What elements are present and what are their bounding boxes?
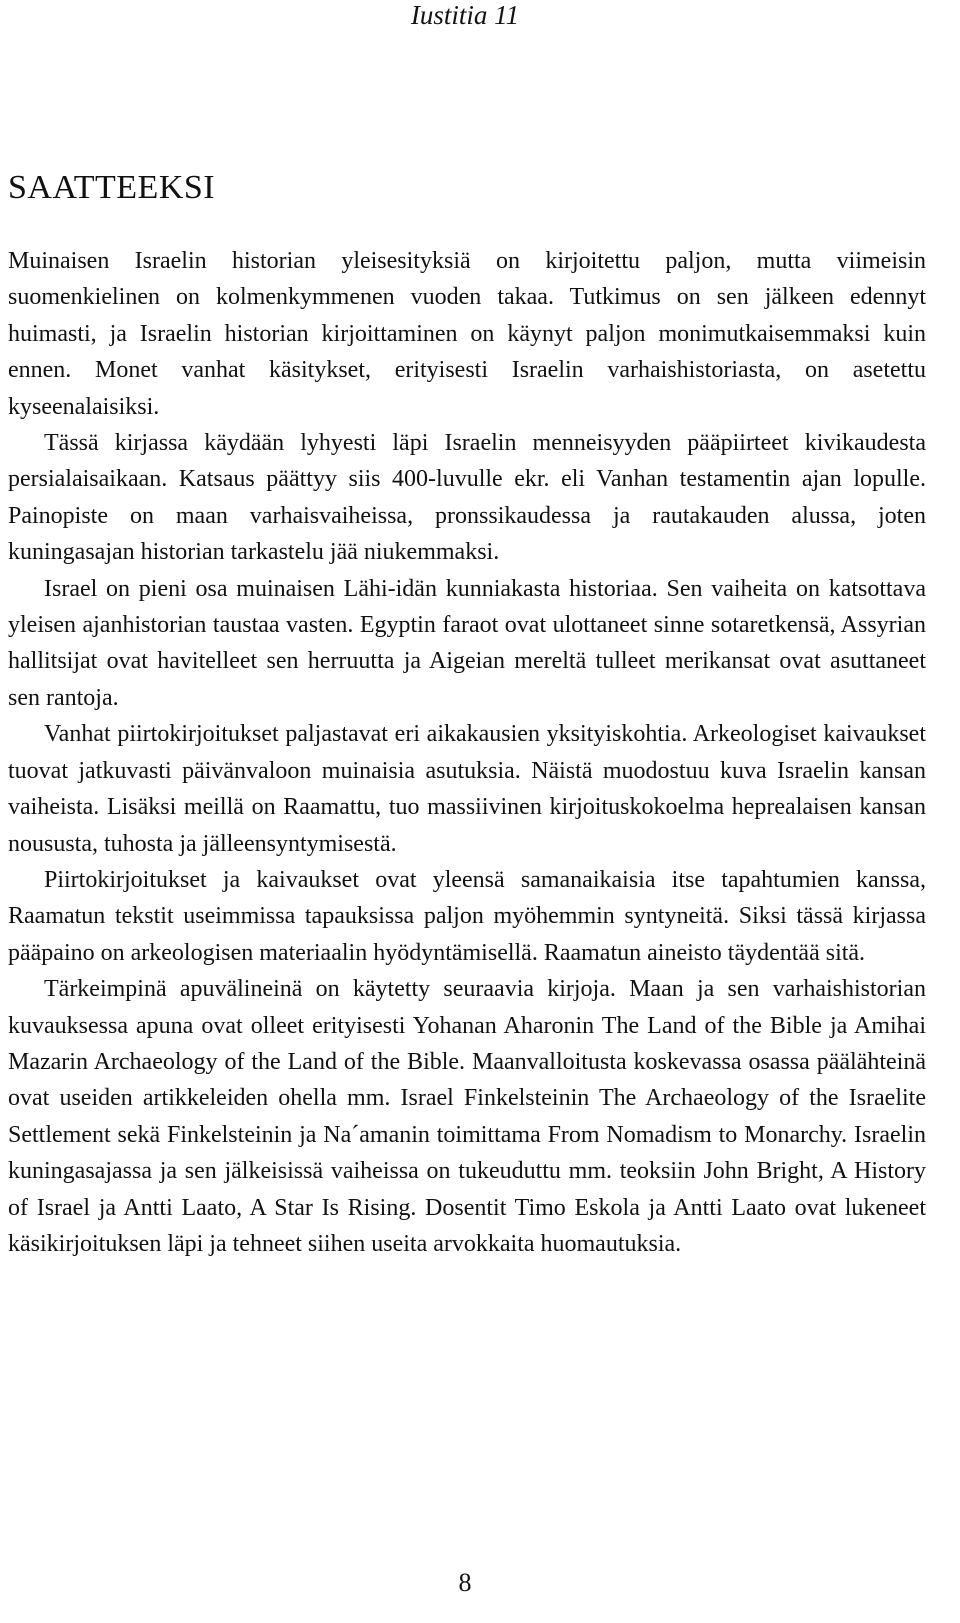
section-title: SAATTEEKSI	[8, 169, 216, 206]
running-header: Iustitia 11	[410, 0, 520, 30]
paragraph-4: Vanhat piirtokirjoitukset paljastavat eri aikakausien yksityiskohtia. Arkeologiset kaivaukset tuovat jatkuvasti päivänvaloon muinaisia asutuksia. Näistä muodostuu kuva Israelin kansan vaiheista. Lisäksi meillä on Raamattu, tuo massiivinen kirjoituskokoelma heprealaisen kansan noususta, tuhosta ja jälleensyntymisestä.	[8, 721, 926, 857]
paragraph-1: Muinaisen Israelin historian yleisesityksiä on kirjoitettu paljon, mutta viimeisin suomenkielinen on kolmenkymmenen vuoden takaa. Tutkimus on sen jälkeen edennyt huimasti, ja Israelin historian kirjoittaminen on käynyt paljon monimutkaisemmaksi kuin ennen. Monet vanhat käsitykset, erityisesti Israelin varhaishistoriasta, on asetettu kyseenalaisiksi.	[8, 248, 926, 420]
paragraph-2: Tässä kirjassa käydään lyhyesti läpi Israelin menneisyyden pääpiirteet kivikaudesta persialaisaikaan. Katsaus päättyy siis 400-luvulle ekr. eli Vanhan testamentin ajan lopulle. Painopiste on maan varhaisvaiheissa, pronssikaudessa ja rautakauden alussa, joten kuningasajan historian tarkastelu jää niukemmaksi.	[8, 430, 926, 566]
paragraph-5: Piirtokirjoitukset ja kaivaukset ovat yleensä samanaikaisia itse tapahtumien kanssa, Raamatun tekstit useimmissa tapauksissa paljon myöhemmin syntyneitä. Siksi tässä kirjassa pääpaino on arkeologisen materiaalin hyödyntämisellä. Raamatun aineisto täydentää sitä.	[8, 866, 926, 966]
paragraph-6: Tärkeimpinä apuvälineinä on käytetty seuraavia kirjoja. Maan ja sen varhaishistorian kuvauksessa apuna ovat olleet erityisesti Yohanan Aharonin The Land of the Bible ja Amihai Mazarin Archaeology of the Land of the Bible. Maanvalloitusta koskevassa osassa päälähteinä ovat useiden artikkeleiden ohella mm. Israel Finkelsteinin The Archaeology of the Israelite Settlement sekä Finkelsteinin ja Na´amanin toimittama From Nomadism to Monarchy. Israelin kuningasajassa ja sen jälkeisissä vaiheissa on tukeuduttu mm. teoksiin John Bright, A History of Israel ja Antti Laato, A Star Is Rising. Dosentit Timo Eskola ja Antti Laato ovat lukeneet käsikirjoituksen läpi ja tehneet siihen useita arvokkaita huomautuksia.	[8, 976, 926, 1257]
page-number: 8	[458, 1568, 472, 1597]
body-text	[8, 243, 926, 1262]
paragraph-3: Israel on pieni osa muinaisen Lähi-idän kunniakasta historiaa. Sen vaiheita on katsottava yleisen ajanhistorian taustaa vasten. Egyptin faraot ovat ulottaneet sinne sotaretkensä, Assyrian hallitsijat ovat havitelleet sen herruutta ja Aigeian mereltä tulleet merikansat ovat asuttaneet sen rantoja.	[8, 575, 926, 711]
